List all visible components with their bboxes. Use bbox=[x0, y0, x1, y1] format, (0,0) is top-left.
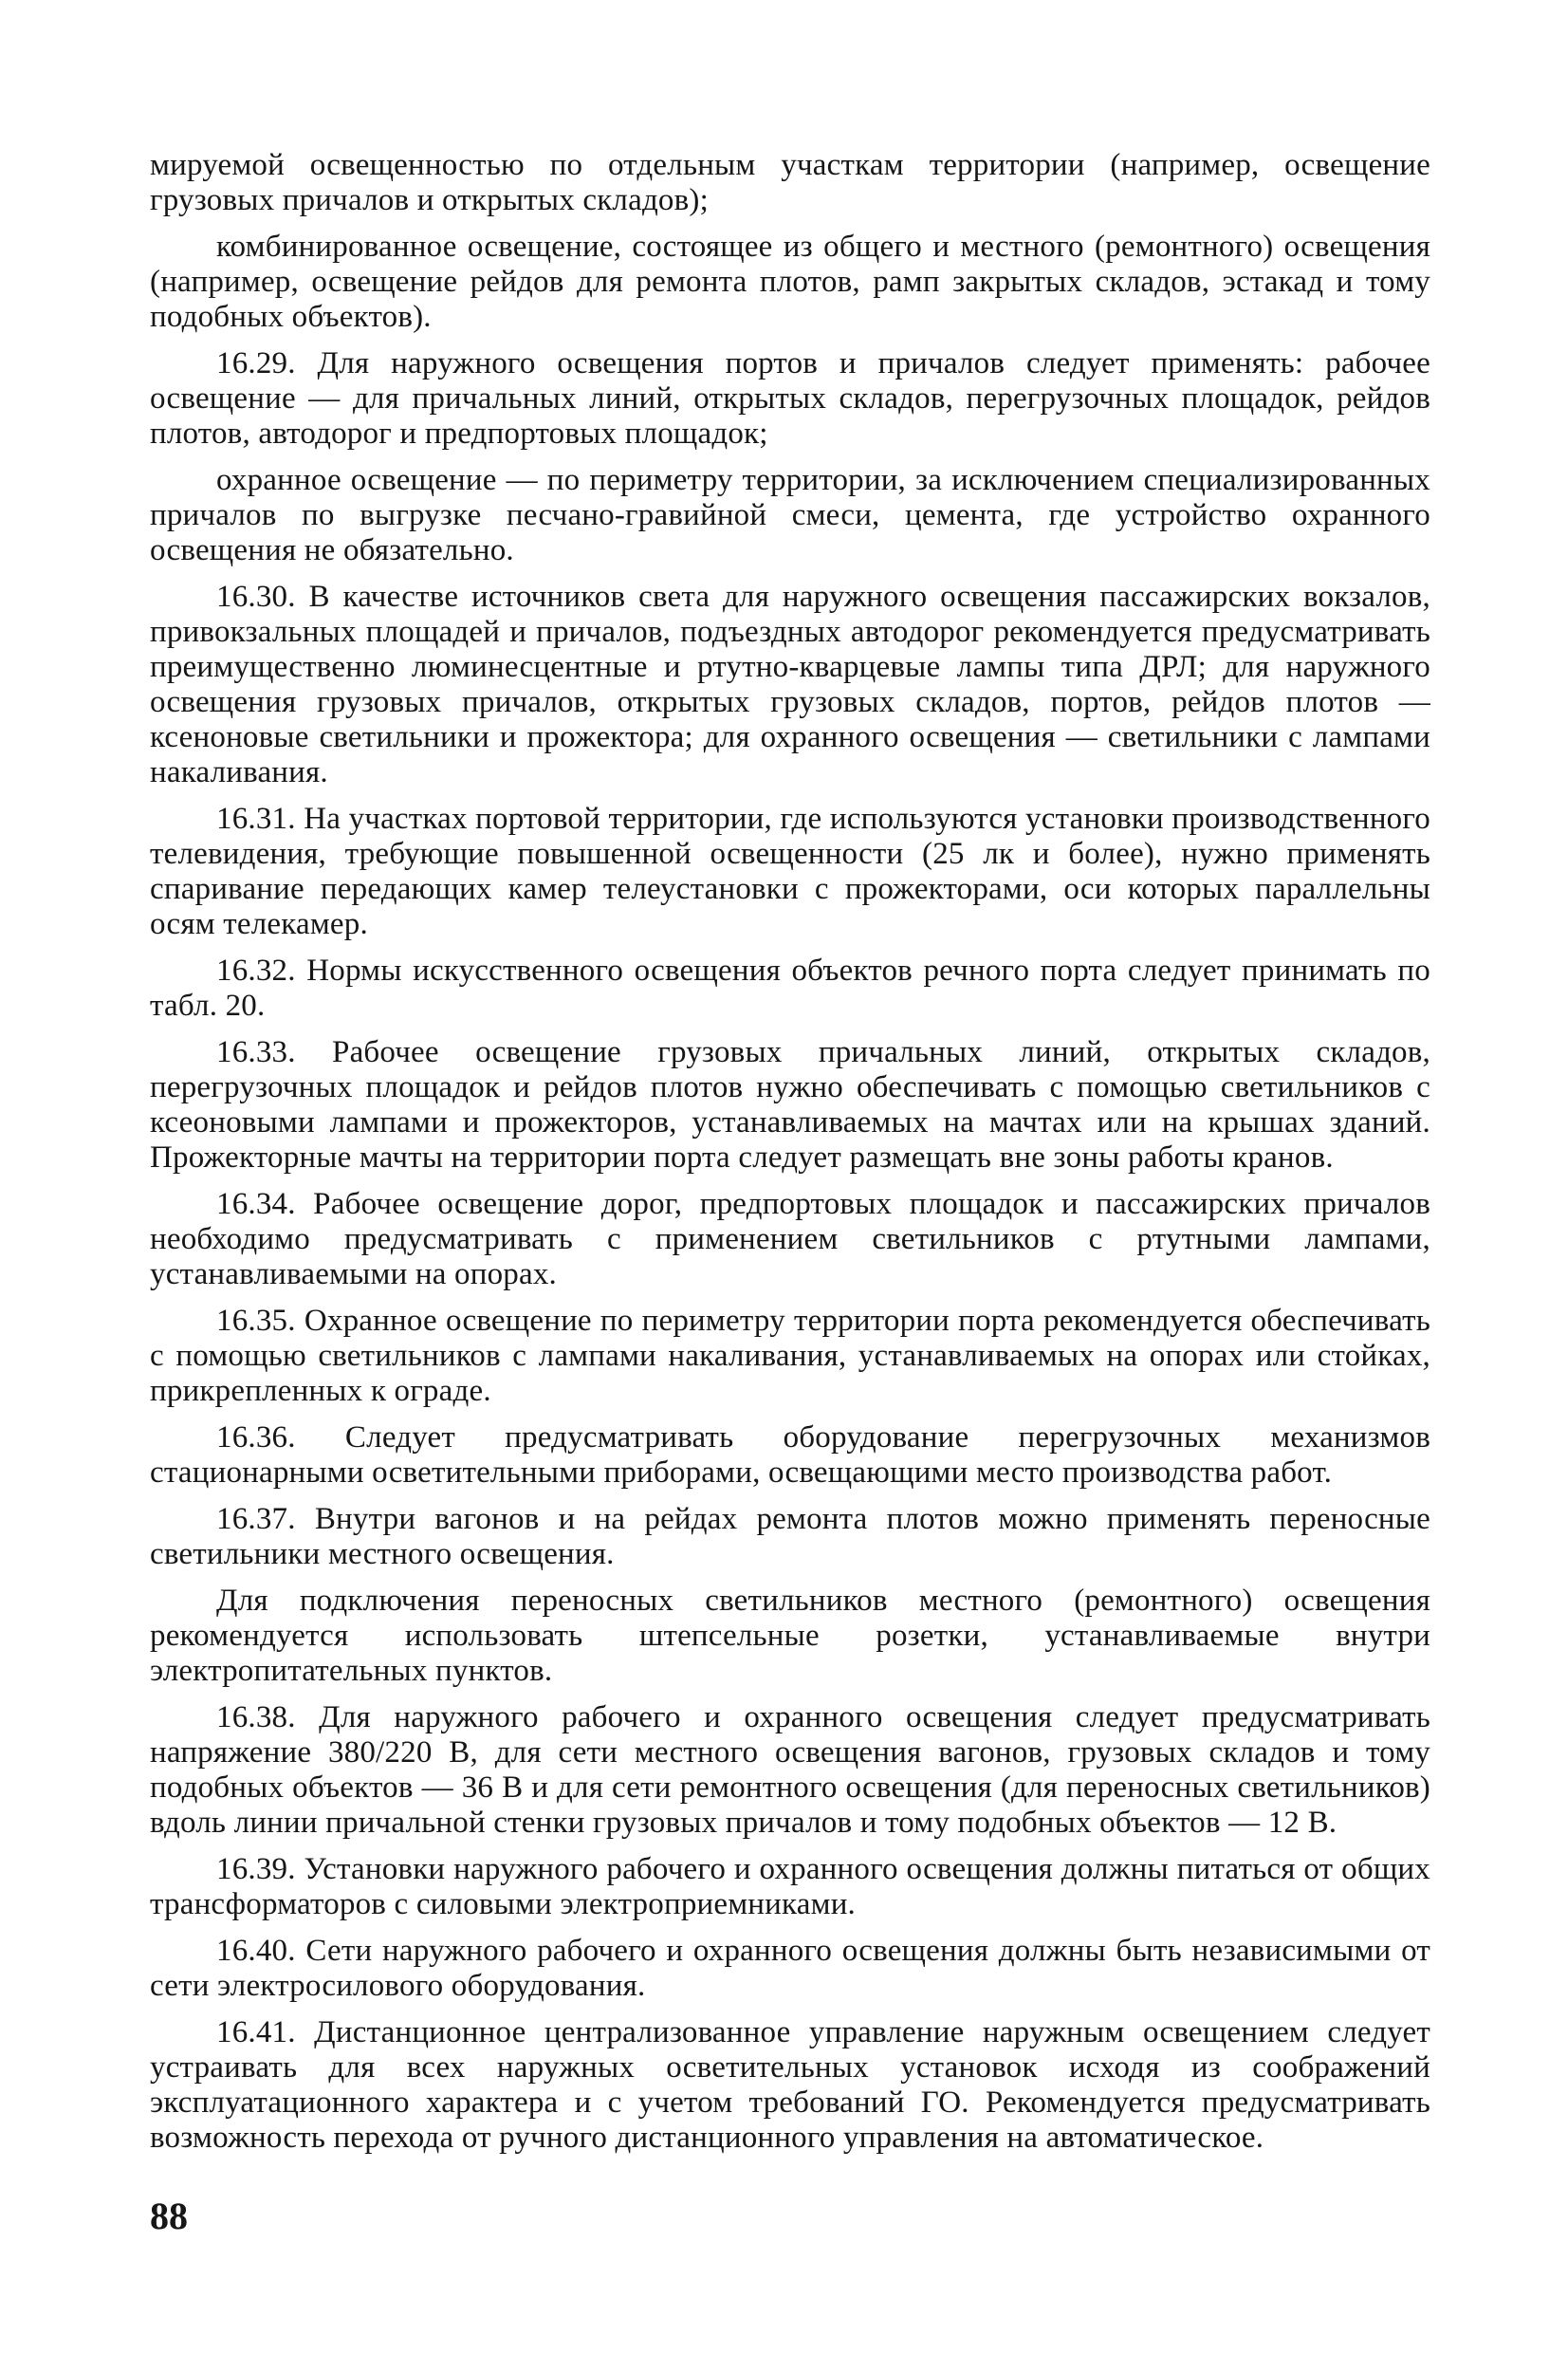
paragraph-16-38: 16.38. Для наружного рабочего и охранного освещения следует предусматривать напряжение 380/220 В, для сети местного освещения вагонов, грузовых складов и тому подобных объектов — 36 В и для сети ремонтного освещения (для переносных светильников) вдоль линии причальной стенки грузовых причалов и тому подобных объектов — 12 В. bbox=[150, 1700, 1430, 1840]
paragraph-16-37: 16.37. Внутри вагонов и на рейдах ремонта плотов можно применять переносные светильники местного освещения. bbox=[150, 1502, 1430, 1571]
paragraph-16-41: 16.41. Дистанционное централизованное управление наружным освещением следует устраивать для всех наружных осветительных установок исходя из соображений эксплуатационного характера и с учетом требований ГО. Рекомендуется предусматривать возможность перехода от ручного дистанционного управления на автоматическое. bbox=[150, 2015, 1430, 2155]
paragraph-16-30: 16.30. В качестве источников света для наружного освещения пассажирских вокзалов, привокзальных площадей и причалов, подъездных автодорог рекомендуется предусматривать преимущественно люминесцентные и ртутно-кварцевые лампы типа ДРЛ; для наружного освещения грузовых причалов, открытых грузовых складов, портов, рейдов плотов — ксеноновые светильники и прожектора; для охранного освещения — светильники с лампами накаливания. bbox=[150, 580, 1430, 789]
paragraph-continuation: мируемой освещенностью по отдельным участкам территории (например, освещение грузовых причалов и открытых складов); bbox=[150, 148, 1430, 217]
document-body bbox=[150, 148, 1430, 2167]
paragraph-16-29: 16.29. Для наружного освещения портов и причалов следует применять: рабочее освещение — для причальных линий, открытых складов, перегрузочных площадок, рейдов плотов, автодорог и предпортовых площадок; bbox=[150, 346, 1430, 451]
paragraph-16-39: 16.39. Установки наружного рабочего и охранного освещения должны питаться от общих трансформаторов с силовыми электроприемниками. bbox=[150, 1852, 1430, 1921]
paragraph-16-31: 16.31. На участках портовой территории, где используются установки производственного телевидения, требующие повышенной освещенности (25 лк и более), нужно применять спаривание передающих камер телеустановки с прожекторами, оси которых параллельны осям телекамер. bbox=[150, 802, 1430, 941]
paragraph-16-33: 16.33. Рабочее освещение грузовых причальных линий, открытых складов, перегрузочных площадок и рейдов плотов нужно обеспечивать с помощью светильников с ксеоновыми лампами и прожекторов, устанавливаемых на мачтах или на крышах зданий. Прожекторные мачты на территории порта следует размещать вне зоны работы кранов. bbox=[150, 1035, 1430, 1175]
paragraph-16-40: 16.40. Сети наружного рабочего и охранного освещения должны быть независимыми от сети электросилового оборудования. bbox=[150, 1934, 1430, 2003]
paragraph-security-lighting: охранное освещение — по периметру территории, за исключением специализированных причалов по выгрузке песчано-гравийной смеси, цемента, где устройство охранного освещения не обязательно. bbox=[150, 463, 1430, 567]
page-number: 88 bbox=[150, 2195, 188, 2237]
paragraph-16-34: 16.34. Рабочее освещение дорог, предпортовых площадок и пассажирских причалов необходимо предусматривать с применением светильников с ртутными лампами, устанавливаемыми на опорах. bbox=[150, 1187, 1430, 1291]
paragraph-16-35: 16.35. Охранное освещение по периметру территории порта рекомендуется обеспечивать с помощью светильников с лампами накаливания, устанавливаемых на опорах или стойках, прикрепленных к ограде. bbox=[150, 1304, 1430, 1408]
paragraph-16-36: 16.36. Следует предусматривать оборудование перегрузочных механизмов стационарными осветительными приборами, освещающими место производства работ. bbox=[150, 1420, 1430, 1490]
paragraph-portable-lamps: Для подключения переносных светильников местного (ремонтного) освещения рекомендуется использовать штепсельные розетки, устанавливаемые внутри электропитательных пунктов. bbox=[150, 1584, 1430, 1688]
paragraph-16-32: 16.32. Нормы искусственного освещения объектов речного порта следует принимать по табл. 20. bbox=[150, 954, 1430, 1023]
paragraph-combined-lighting: комбинированное освещение, состоящее из общего и местного (ремонтного) освещения (например, освещение рейдов для ремонта плотов, рамп закрытых складов, эстакад и тому подобных объектов). bbox=[150, 230, 1430, 334]
